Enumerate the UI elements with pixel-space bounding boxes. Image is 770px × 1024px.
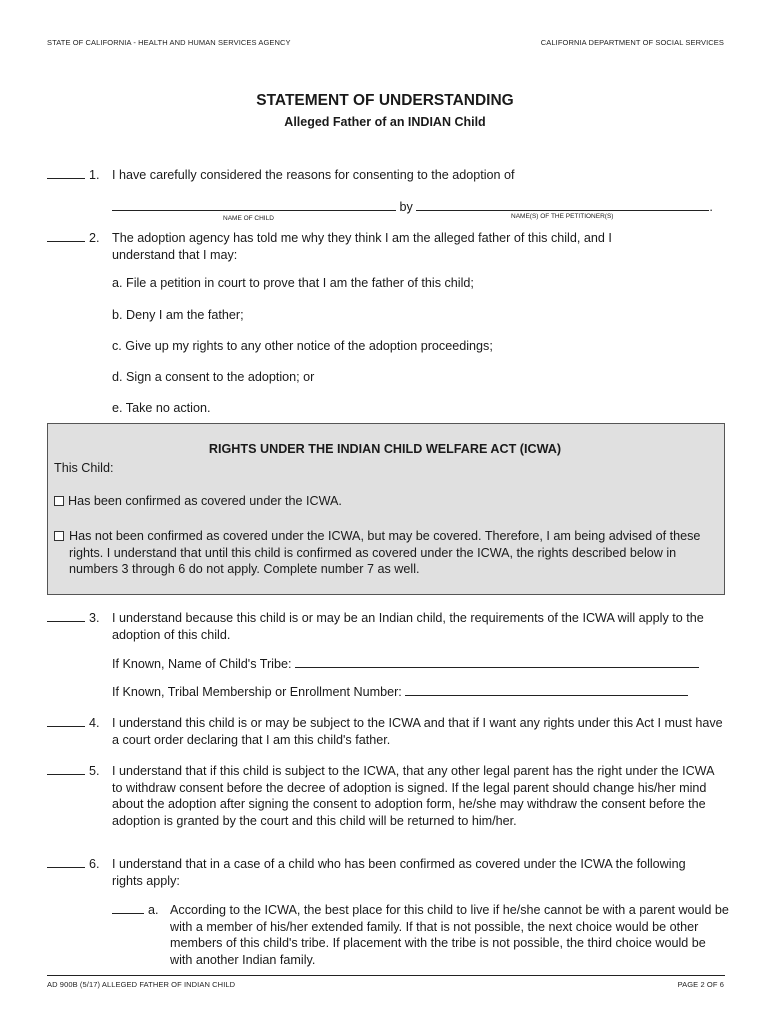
item-6a xyxy=(112,902,159,919)
item-2-number: 2. xyxy=(89,231,100,245)
petitioner-name-caption: NAME(S) OF THE PETITIONER(S) xyxy=(511,213,614,220)
enrollment-row xyxy=(112,684,688,701)
option-d: d. Sign a consent to the adoption; or xyxy=(112,370,315,384)
item-3-text: I understand because this child is or may be an Indian child, the requirements of the ICWA will apply to the adoption of this child. xyxy=(112,611,704,642)
this-child-label: This Child: xyxy=(54,461,114,475)
option-e: e. Take no action. xyxy=(112,401,211,415)
item-2-initial-blank[interactable] xyxy=(47,230,85,242)
item-1-initial-blank[interactable] xyxy=(47,167,85,179)
agency-header: STATE OF CALIFORNIA - HEALTH AND HUMAN SERVICES AGENCY xyxy=(47,38,291,47)
department-header: CALIFORNIA DEPARTMENT OF SOCIAL SERVICES xyxy=(540,38,724,47)
item-6-number: 6. xyxy=(89,857,100,871)
option-b: b. Deny I am the father; xyxy=(112,308,244,322)
option-a: a. File a petition in court to prove that I am the father of this child; xyxy=(112,276,474,290)
item-5 xyxy=(47,763,100,780)
child-name-caption: NAME OF CHILD xyxy=(223,215,274,222)
form-id-footer: AD 900B (5/17) ALLEGED FATHER OF INDIAN CHILD xyxy=(47,980,236,989)
enrollment-label: If Known, Tribal Membership or Enrollment Number: xyxy=(112,685,402,699)
item-6-initial-blank[interactable] xyxy=(47,856,85,868)
item-2-text: The adoption agency has told me why they think I am the alleged father of this child, and I understand that I may: xyxy=(112,231,612,262)
enrollment-field[interactable] xyxy=(405,684,688,696)
item-4-initial-blank[interactable] xyxy=(47,715,85,727)
child-name-field[interactable] xyxy=(112,199,396,211)
tribe-name-label: If Known, Name of Child's Tribe: xyxy=(112,657,292,671)
item-1 xyxy=(47,167,100,184)
confirmed-label: Has been confirmed as covered under the ICWA. xyxy=(68,494,342,508)
item-4-text: I understand this child is or may be subject to the ICWA and that if I want any rights under this Act I must have a court order declaring that I am this child's father. xyxy=(112,716,723,747)
page-number: PAGE 2 OF 6 xyxy=(677,980,724,989)
confirmed-checkbox[interactable] xyxy=(54,496,64,506)
item-3 xyxy=(47,610,100,627)
item-4-number: 4. xyxy=(89,716,100,730)
item-6-text: I understand that in a case of a child who has been confirmed as covered under the ICWA the following rights apply: xyxy=(112,857,686,888)
line-end-period: . xyxy=(709,200,713,214)
icwa-option-confirmed xyxy=(54,493,342,510)
item-1-text: I have carefully considered the reasons for consenting to the adoption of xyxy=(112,168,515,182)
item-6a-label: a. xyxy=(148,903,159,917)
option-c: c. Give up my rights to any other notice of the adoption proceedings; xyxy=(112,339,493,353)
petitioner-name-field[interactable] xyxy=(416,199,709,211)
item-4 xyxy=(47,715,100,732)
item-1-signature-line xyxy=(112,199,713,216)
item-6a-text: According to the ICWA, the best place for this child to live if he/she cannot be with a parent would be with a member of his/her extended family. If that is not possible, the next choice would be other members of this child's tribe. If placement with the tribe is not possible, the third choice would be with another Indian family. xyxy=(170,903,729,967)
item-5-text: I understand that if this child is subject to the ICWA, that any other legal parent has the right under the ICWA to withdraw consent before the decree of adoption is signed. If the legal parent should change his/her mind about the adoption after signing the consent to adoption form, he/she may withdraw the consent before the adoption is granted by the court and this child will be returned to him/her. xyxy=(112,764,714,828)
tribe-name-field[interactable] xyxy=(295,656,699,668)
footer-rule xyxy=(47,975,725,976)
item-3-number: 3. xyxy=(89,611,100,625)
icwa-heading: RIGHTS UNDER THE INDIAN CHILD WELFARE ACT (ICWA) xyxy=(208,442,562,456)
item-5-initial-blank[interactable] xyxy=(47,763,85,775)
page-subtitle: Alleged Father of an INDIAN Child xyxy=(284,115,486,129)
item-6a-initial-blank[interactable] xyxy=(112,902,144,914)
not-confirmed-label: Has not been confirmed as covered under the ICWA, but may be covered. Therefore, I am being advised of these rights. I understand that until this child is confirmed as covered under the ICWA, the rights described below in numbers 3 through 6 do not apply. Complete number 7 as well. xyxy=(69,529,701,576)
page-title: STATEMENT OF UNDERSTANDING xyxy=(256,92,514,109)
item-5-number: 5. xyxy=(89,764,100,778)
tribe-name-row xyxy=(112,656,699,673)
by-label: by xyxy=(399,200,413,214)
item-1-number: 1. xyxy=(89,168,100,182)
item-3-initial-blank[interactable] xyxy=(47,610,85,622)
item-2 xyxy=(47,230,100,247)
item-6 xyxy=(47,856,100,873)
